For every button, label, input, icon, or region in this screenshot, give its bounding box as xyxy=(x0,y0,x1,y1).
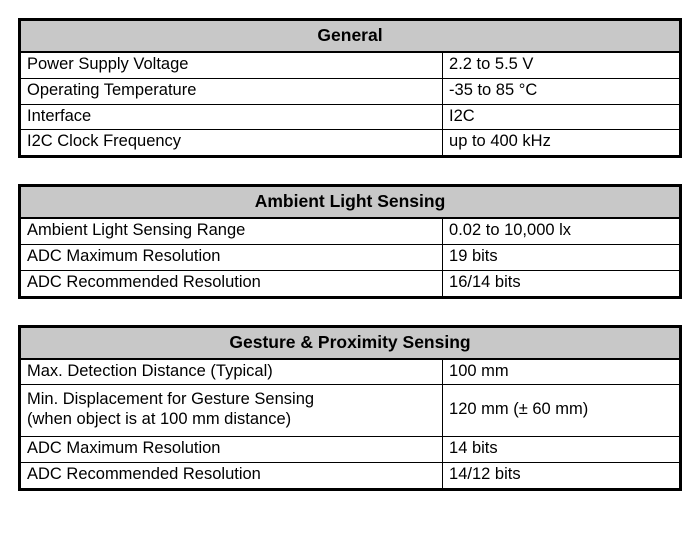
row-value: 0.02 to 10,000 lx xyxy=(443,218,681,244)
table-title: General xyxy=(20,20,681,53)
row-label: Ambient Light Sensing Range xyxy=(20,218,443,244)
row-value: 120 mm (± 60 mm) xyxy=(443,385,681,437)
table-row xyxy=(20,270,681,297)
row-label xyxy=(20,385,443,437)
row-label: Power Supply Voltage xyxy=(20,52,443,78)
row-value: -35 to 85 °C xyxy=(443,78,681,104)
row-value: 2.2 to 5.5 V xyxy=(443,52,681,78)
table-row xyxy=(20,218,681,244)
table-row xyxy=(20,52,681,78)
row-label-line2: (when object is at 100 mm distance) xyxy=(27,410,292,429)
row-label-line1: Min. Displacement for Gesture Sensing xyxy=(27,390,315,409)
row-label: ADC Recommended Resolution xyxy=(20,270,443,297)
table-row xyxy=(20,244,681,270)
row-value: 100 mm xyxy=(443,359,681,385)
row-value: 19 bits xyxy=(443,244,681,270)
row-label: Interface xyxy=(20,104,443,130)
table-title: Ambient Light Sensing xyxy=(20,186,681,219)
row-value: 14/12 bits xyxy=(443,462,681,489)
table-gesture-proximity-sensing xyxy=(18,325,682,491)
table-header-row xyxy=(20,20,681,53)
table-row xyxy=(20,385,681,437)
table-row xyxy=(20,78,681,104)
table-row xyxy=(20,462,681,489)
row-label: I2C Clock Frequency xyxy=(20,130,443,157)
table-header-row xyxy=(20,326,681,359)
row-value: I2C xyxy=(443,104,681,130)
row-label: ADC Recommended Resolution xyxy=(20,462,443,489)
table-general xyxy=(18,18,682,158)
table-ambient-light-sensing xyxy=(18,184,682,298)
table-row xyxy=(20,130,681,157)
row-label: ADC Maximum Resolution xyxy=(20,244,443,270)
row-label: ADC Maximum Resolution xyxy=(20,436,443,462)
table-row xyxy=(20,359,681,385)
row-value: 14 bits xyxy=(443,436,681,462)
row-value: 16/14 bits xyxy=(443,270,681,297)
row-label: Operating Temperature xyxy=(20,78,443,104)
row-label: Max. Detection Distance (Typical) xyxy=(20,359,443,385)
table-title: Gesture & Proximity Sensing xyxy=(20,326,681,359)
row-value: up to 400 kHz xyxy=(443,130,681,157)
table-row xyxy=(20,104,681,130)
table-header-row xyxy=(20,186,681,219)
table-row xyxy=(20,436,681,462)
